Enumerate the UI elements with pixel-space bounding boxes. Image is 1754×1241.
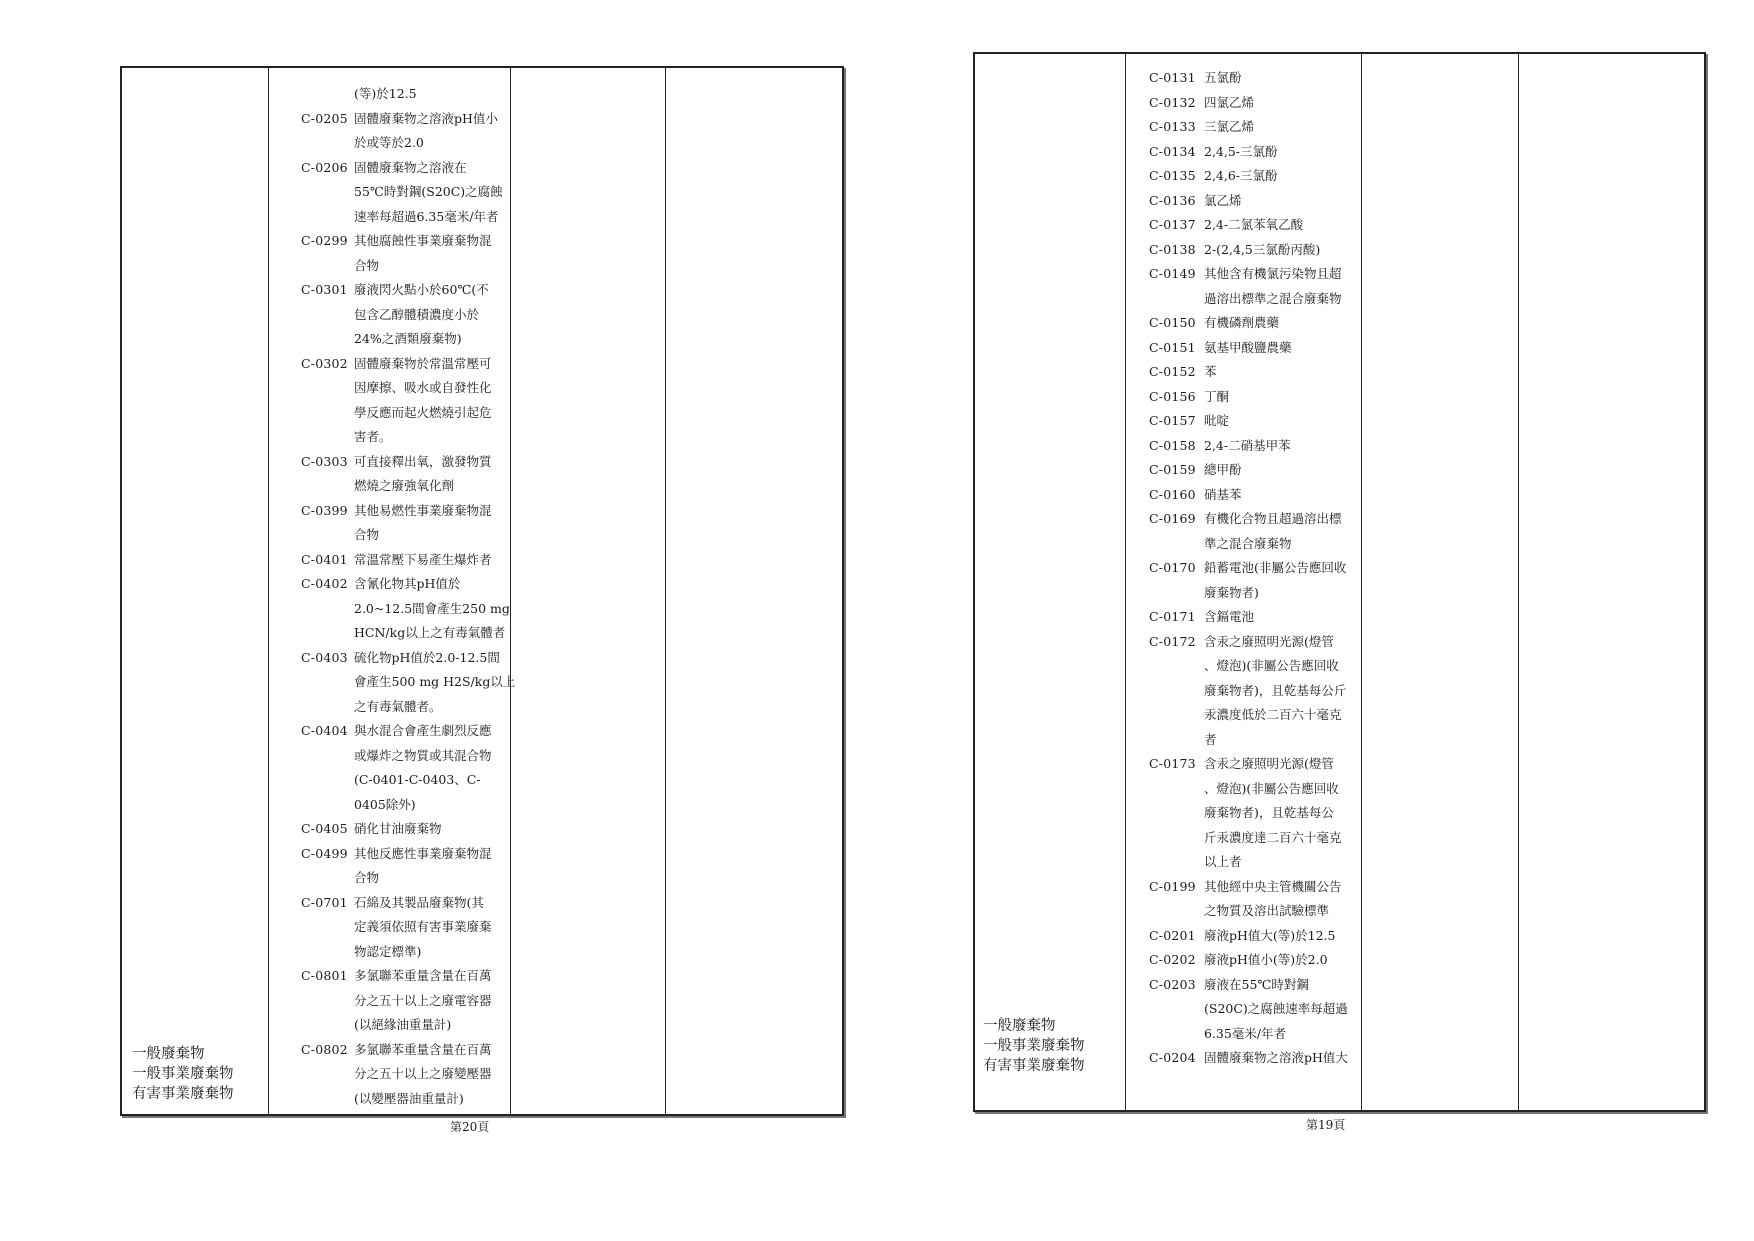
description-line: (S20C)之腐蝕速率每超過 [1204, 1001, 1348, 1016]
description-line: 6.35毫米/年者 [1204, 1025, 1287, 1041]
waste-code-entry [1149, 1046, 1348, 1071]
waste-description [354, 842, 492, 891]
waste-description [1204, 164, 1278, 189]
waste-code-entry [1149, 924, 1348, 949]
waste-code: C-0399 [301, 502, 348, 518]
waste-code: C-0701 [301, 894, 348, 910]
waste-code-entry [1149, 213, 1348, 238]
waste-code: C-0136 [1149, 192, 1196, 208]
waste-code: C-0170 [1149, 560, 1196, 575]
waste-code-entry [301, 817, 515, 842]
description-line: 固體廢棄物之溶液pH值小 [354, 110, 498, 126]
description-line: 2,4-二氯苯氧乙酸 [1204, 217, 1304, 232]
description-line: 於或等於2.0 [354, 135, 424, 150]
description-line: 合物 [354, 257, 380, 273]
waste-code: C-0152 [1149, 364, 1196, 379]
waste-code: C-0302 [301, 355, 348, 371]
waste-description [1204, 66, 1242, 91]
waste-description [1204, 458, 1242, 483]
description-line: 之有毒氣體者。 [354, 698, 442, 714]
page-number: 第20頁 [450, 1120, 490, 1134]
right-page [973, 52, 1706, 1132]
waste-code-entry [301, 156, 515, 230]
waste-description [1204, 973, 1348, 1047]
description-line: 準之混合廢棄物 [1204, 535, 1292, 551]
description-line: (C-0401-C-0403、C- [354, 772, 481, 787]
waste-description [1204, 948, 1328, 973]
description-line: 其他經中央主管機關公告 [1204, 878, 1342, 894]
waste-code: C-0201 [1149, 927, 1196, 943]
description-line: 或爆炸之物質或其混合物 [354, 747, 492, 763]
description-line: 2,4,6-三氯酚 [1204, 168, 1278, 183]
waste-description [354, 572, 510, 646]
waste-code-entry [1149, 630, 1348, 753]
description-line: 固體廢棄物之溶液在 [354, 159, 467, 175]
category-labels [983, 1016, 1085, 1076]
description-line: 其他腐蝕性事業廢棄物混 [354, 233, 492, 248]
waste-code: C-0303 [301, 453, 348, 469]
waste-description [1204, 311, 1279, 336]
description-line: 其他含有機氯污染物且超 [1204, 266, 1342, 281]
description-line: 有機化合物且超過溶出標 [1204, 511, 1342, 526]
waste-code: C-0138 [1149, 241, 1196, 257]
waste-description [1204, 434, 1291, 459]
waste-code: C-0131 [1149, 70, 1196, 85]
waste-code-list [1149, 66, 1348, 1071]
waste-code-entry [1149, 483, 1348, 508]
description-line: 氯乙烯 [1204, 192, 1242, 208]
waste-code-entry [301, 572, 515, 646]
description-line: 廢液在55℃時對鋼 [1204, 976, 1309, 992]
description-line: 固體廢棄物之溶液pH值大 [1204, 1050, 1348, 1065]
waste-code: C-0135 [1149, 168, 1196, 183]
waste-description [354, 352, 492, 450]
description-line: 55℃時對鋼(S20C)之腐蝕 [354, 184, 503, 199]
left-page [120, 66, 844, 1134]
description-line: 與水混合會產生劇烈反應 [354, 723, 492, 738]
description-line: 包含乙醇體積濃度小於 [354, 306, 480, 322]
description-line: 2-(2,4,5三氯酚丙酸) [1204, 241, 1321, 257]
waste-code-entry [1149, 66, 1348, 91]
description-line: 其他易燃性事業廢棄物混 [354, 502, 492, 518]
waste-code-entry [1149, 385, 1348, 410]
description-line: 丁酮 [1204, 388, 1230, 404]
waste-code-entry [301, 548, 515, 573]
description-line: 苯 [1204, 364, 1217, 379]
waste-code: C-0405 [301, 821, 348, 836]
description-line: 其他反應性事業廢棄物混 [354, 845, 492, 861]
description-line: 2,4-二硝基甲苯 [1204, 437, 1291, 453]
waste-description [1204, 409, 1229, 434]
waste-description [1204, 875, 1342, 924]
waste-code-entry [1149, 238, 1348, 263]
page-number: 第19頁 [1306, 1118, 1346, 1132]
description-line: 2,4,5-三氯酚 [1204, 143, 1278, 159]
description-line: (等)於12.5 [354, 86, 417, 101]
description-line: 合物 [354, 527, 380, 542]
waste-code: C-0802 [301, 1041, 348, 1057]
waste-description [1204, 115, 1254, 140]
waste-description [354, 548, 492, 573]
waste-code: C-0499 [301, 845, 348, 861]
waste-description [1204, 483, 1242, 508]
waste-code-entry [1149, 189, 1348, 214]
category-label: 有害事業廢棄物 [132, 1086, 234, 1102]
description-line: 硫化物pH值於2.0-12.5間 [354, 649, 500, 665]
description-line: 、燈泡)(非屬公告應回收 [1204, 780, 1339, 796]
waste-description [1204, 556, 1346, 605]
waste-description [354, 891, 492, 965]
waste-code: C-0169 [1149, 511, 1196, 526]
waste-description [1204, 605, 1254, 630]
category-labels [132, 1044, 234, 1104]
waste-description [1204, 752, 1342, 875]
waste-code-entry [1149, 311, 1348, 336]
waste-code: C-0299 [301, 233, 348, 248]
description-line: 廢棄物者)，且乾基每公斤 [1204, 682, 1347, 698]
description-line: 燃燒之廢強氧化劑 [354, 478, 455, 493]
waste-code: C-0158 [1149, 437, 1196, 453]
waste-description [1204, 91, 1254, 116]
waste-description [354, 719, 492, 817]
description-line: 害者。 [354, 429, 392, 444]
waste-code-entry [301, 107, 515, 156]
column-divider [665, 66, 666, 1116]
description-line: 五氯酚 [1204, 70, 1242, 85]
waste-description [1204, 262, 1342, 311]
description-line: 定義須依照有害事業廢棄 [354, 919, 492, 934]
description-line: 含氰化物其pH值於 [354, 576, 461, 591]
description-line: 會產生500 mg H2S/kg以上 [354, 674, 516, 689]
description-line: 常溫常壓下易產生爆炸者 [354, 551, 492, 567]
waste-code: C-0199 [1149, 878, 1196, 894]
description-line: 多氯聯苯重量含量在百萬 [354, 968, 492, 983]
description-line: 含鎘電池 [1204, 609, 1255, 624]
category-label: 一般事業廢棄物 [132, 1066, 234, 1082]
waste-code-entry [1149, 360, 1348, 385]
description-line: 物認定標準) [354, 943, 422, 959]
description-line: 因摩擦、吸水或自發性化 [354, 380, 492, 395]
waste-code-entry [1149, 605, 1348, 630]
waste-description [354, 82, 417, 107]
waste-code-entry [301, 499, 515, 548]
description-line: 鉛蓄電池(非屬公告應回收 [1204, 560, 1347, 575]
waste-description [354, 450, 492, 499]
description-line: 分之五十以上之廢電容器 [354, 992, 492, 1008]
description-line: 硝化甘油廢棄物 [354, 821, 442, 836]
waste-code: C-0202 [1149, 952, 1196, 967]
category-label: 一般事業廢棄物 [983, 1038, 1085, 1054]
waste-code-entry [1149, 556, 1348, 605]
waste-code-entry [301, 352, 515, 450]
description-line: 吡啶 [1204, 413, 1230, 428]
waste-code: C-0801 [301, 968, 348, 983]
column-divider [268, 66, 269, 1116]
waste-code: C-0149 [1149, 266, 1196, 281]
waste-description [354, 156, 503, 230]
waste-code-entry [301, 82, 515, 107]
description-line: 0405除外) [354, 796, 416, 812]
description-line: 者 [1204, 731, 1217, 747]
description-line: 斤汞濃度達二百六十毫克 [1204, 829, 1342, 845]
description-line: 過溶出標準之混合廢棄物 [1204, 290, 1342, 306]
waste-code: C-0205 [301, 110, 348, 126]
waste-code: C-0157 [1149, 413, 1196, 428]
waste-description [1204, 360, 1217, 385]
waste-code: C-0172 [1149, 633, 1196, 649]
waste-description [1204, 385, 1229, 410]
waste-code-entry [1149, 409, 1348, 434]
description-line: 可直接釋出氧，激發物質 [354, 453, 492, 469]
waste-code: C-0133 [1149, 119, 1196, 134]
description-line: 分之五十以上之廢變壓器 [354, 1066, 492, 1081]
waste-code-entry [1149, 875, 1348, 924]
description-line: 之物質及溶出試驗標準 [1204, 903, 1330, 918]
waste-code: C-0301 [301, 282, 348, 297]
waste-code: C-0160 [1149, 486, 1196, 502]
waste-code: C-0171 [1149, 609, 1196, 624]
description-line: 廢液閃火點小於60℃(不 [354, 282, 489, 297]
waste-description [354, 817, 442, 842]
description-line: 速率每超過6.35毫米/年者 [354, 208, 499, 224]
description-line: 廢液pH值小(等)於2.0 [1204, 952, 1328, 967]
description-line: 四氯乙烯 [1204, 94, 1255, 110]
waste-description [354, 499, 492, 548]
waste-description [1204, 189, 1242, 214]
waste-code-entry [301, 891, 515, 965]
waste-code-entry [301, 278, 515, 352]
category-label: 一般廢棄物 [132, 1046, 205, 1062]
column-divider [1361, 52, 1362, 1112]
waste-code-entry [301, 1038, 515, 1112]
description-line: 三氯乙烯 [1204, 119, 1255, 134]
waste-code-entry [1149, 458, 1348, 483]
waste-code: C-0134 [1149, 143, 1196, 159]
waste-description [1204, 1046, 1348, 1071]
waste-code-entry [1149, 91, 1348, 116]
waste-code-entry [1149, 948, 1348, 973]
category-label: 有害事業廢棄物 [983, 1058, 1085, 1074]
waste-code-entry [1149, 164, 1348, 189]
waste-code: C-0137 [1149, 217, 1196, 232]
waste-code-list [301, 82, 515, 1111]
waste-description [354, 107, 498, 156]
waste-code-entry [1149, 115, 1348, 140]
description-line: 廢棄物者)，且乾基每公 [1204, 805, 1334, 820]
waste-code-entry [1149, 140, 1348, 165]
waste-description [354, 646, 515, 720]
waste-description [1204, 238, 1320, 263]
description-line: 汞濃度低於二百六十毫克 [1204, 707, 1342, 722]
description-line: 2.0~12.5間會產生250 mg [354, 600, 510, 616]
waste-code: C-0173 [1149, 756, 1196, 771]
waste-code-entry [301, 646, 515, 720]
description-line: 含汞之廢照明光源(燈管 [1204, 633, 1334, 649]
description-line: (以變壓器油重量計) [354, 1090, 464, 1106]
waste-code-entry [301, 964, 515, 1038]
description-line: 、燈泡)(非屬公告應回收 [1204, 658, 1339, 673]
description-line: 合物 [354, 870, 380, 885]
waste-code-entry [1149, 507, 1348, 556]
description-line: 石綿及其製品廢棄物(其 [354, 894, 484, 910]
waste-description [354, 278, 489, 352]
description-line: 多氯聯苯重量含量在百萬 [354, 1041, 492, 1057]
description-line: 固體廢棄物於常溫常壓可 [354, 355, 492, 371]
waste-code-entry [301, 719, 515, 817]
waste-code: C-0401 [301, 551, 348, 567]
category-label: 一般廢棄物 [983, 1018, 1056, 1034]
description-line: 廢棄物者) [1204, 584, 1259, 600]
waste-description [354, 1038, 492, 1112]
waste-code: C-0151 [1149, 339, 1196, 355]
waste-code: C-0156 [1149, 388, 1196, 404]
description-line: (以絕緣油重量計) [354, 1017, 452, 1032]
description-line: 硝基苯 [1204, 486, 1242, 502]
waste-code-entry [301, 229, 515, 278]
description-line: 含汞之廢照明光源(燈管 [1204, 756, 1334, 771]
description-line: 24%之酒類廢棄物) [354, 331, 462, 346]
column-divider [1125, 52, 1126, 1112]
waste-code-entry [1149, 336, 1348, 361]
description-line: 廢液pH值大(等)於12.5 [1204, 927, 1336, 943]
waste-description [1204, 507, 1342, 556]
waste-code: C-0204 [1149, 1050, 1196, 1065]
description-line: 氨基甲酸鹽農藥 [1204, 339, 1292, 355]
waste-description [354, 229, 492, 278]
description-line: HCN/kg以上之有毒氣體者 [354, 625, 506, 640]
waste-code-entry [1149, 752, 1348, 875]
waste-code: C-0159 [1149, 462, 1196, 477]
waste-code: C-0203 [1149, 976, 1196, 992]
waste-code: C-0404 [301, 723, 348, 738]
column-divider [1518, 52, 1519, 1112]
waste-description [1204, 213, 1303, 238]
waste-code-entry [301, 450, 515, 499]
description-line: 有機磷劑農藥 [1204, 315, 1280, 330]
waste-code: C-0402 [301, 576, 348, 591]
waste-code-entry [301, 842, 515, 891]
waste-code-entry [1149, 262, 1348, 311]
description-line: 總甲酚 [1204, 462, 1242, 477]
waste-description [1204, 140, 1278, 165]
waste-description [354, 964, 492, 1038]
waste-code-entry [1149, 973, 1348, 1047]
waste-description [1204, 630, 1346, 753]
waste-code: C-0403 [301, 649, 348, 665]
description-line: 學反應而起火燃燒引起危 [354, 404, 492, 420]
waste-description [1204, 336, 1292, 361]
waste-code: C-0150 [1149, 315, 1196, 330]
description-line: 以上者 [1204, 854, 1242, 869]
waste-code: C-0206 [301, 159, 348, 175]
waste-code: C-0132 [1149, 94, 1196, 110]
waste-description [1204, 924, 1336, 949]
waste-code-entry [1149, 434, 1348, 459]
